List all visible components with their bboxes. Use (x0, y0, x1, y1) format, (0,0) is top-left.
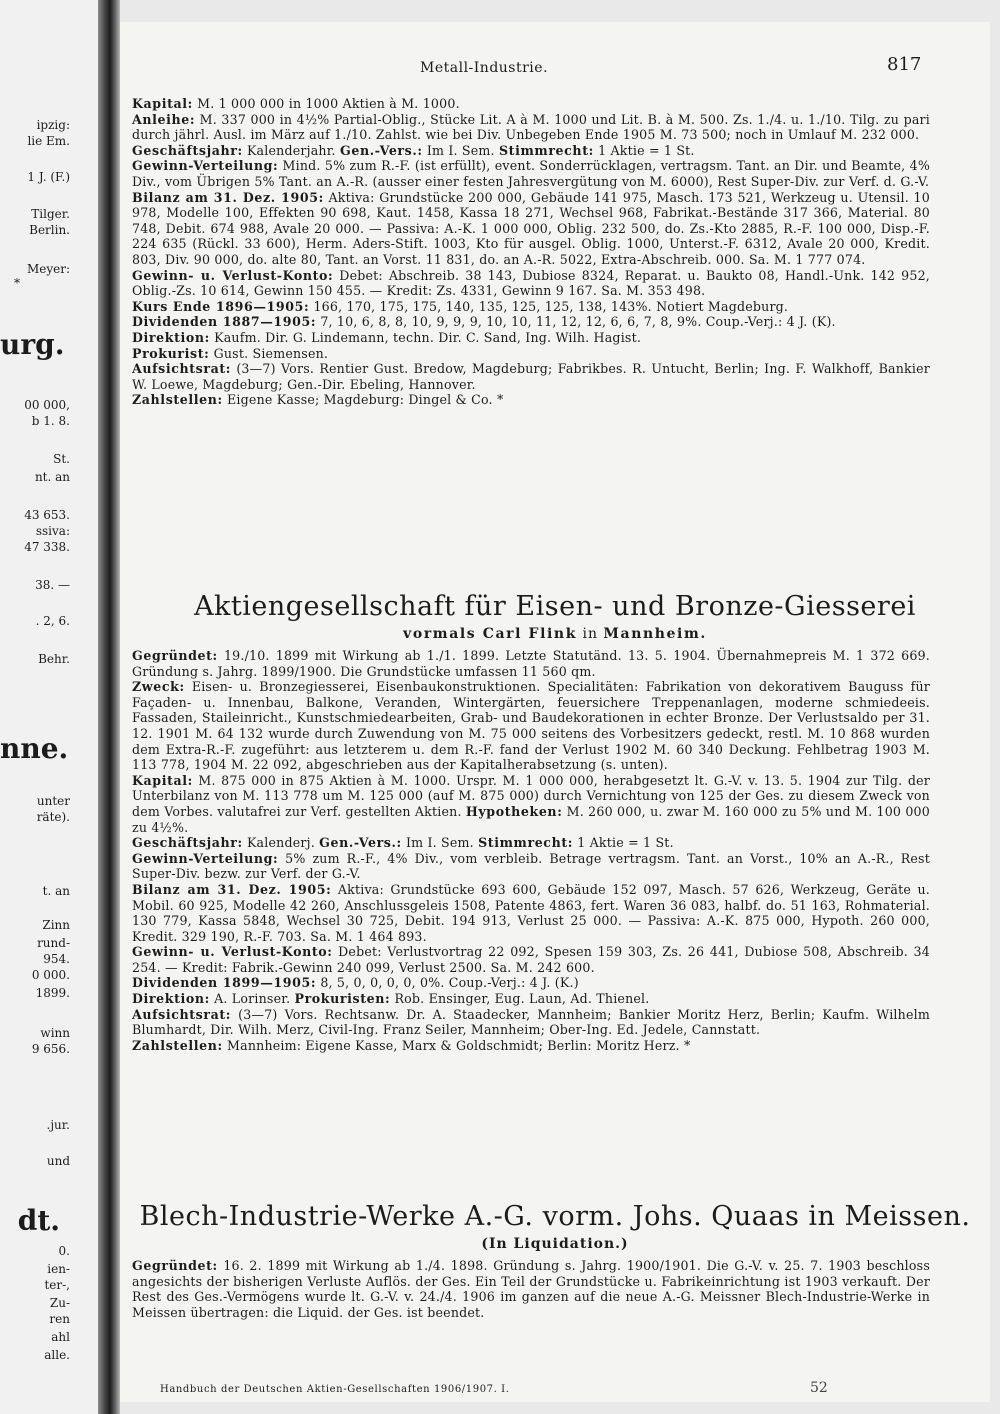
page (120, 22, 990, 1402)
margin-fragment: und (46, 1154, 70, 1168)
margin-fragment: urg. (0, 328, 65, 361)
margin-fragment: unter (36, 794, 70, 808)
entry-founded: Gegründet: 19./10. 1899 mit Wirkung ab 1./1. 1899. Letzte Statutänd. 13. 5. 1904. Übernahmepreis M. 1 372 669. Gründung s. Jahrg. 1899/1900. Die Grundstücke umfassen 11 560 qm. (132, 648, 930, 679)
book-gutter (98, 0, 120, 1414)
running-head: Metall-Industrie. (420, 60, 549, 76)
margin-fragment: ahl (51, 1330, 70, 1344)
entry-capital: Kapital: M. 875 000 in 875 Aktien à M. 1000. Urspr. M. 1 000 000, herabgesetzt lt. G.-V. v. 13. 5. 1904 zur Tilg. der Unterbilanz von M. 113 778 um M. 125 000 (auf M. 875 000) durch Vernichtung von 125 der Ges. zu diesem Zweck von dem Vorbes. valutafrei zur Verf. gestellten Aktien. Hypotheken: M. 260 000, u. zwar M. 160 000 zu 5% und M. 100 000 zu 4½%. (132, 772, 930, 835)
margin-fragment: lie Em. (27, 134, 70, 148)
entry-management: Direktion: A. Lorinser. Prokuristen: Rob. Ensinger, Eug. Laun, Ad. Thienel. (132, 991, 650, 1007)
margin-fragment: 954. (43, 952, 70, 966)
company-heading: Blech-Industrie-Werke A.-G. vorm. Johs. Quaas in Meissen. (139, 1201, 971, 1232)
entry-paying-agents: Zahlstellen: Mannheim: Eigene Kasse, Marx & Goldschmidt; Berlin: Moritz Herz. * (132, 1037, 691, 1053)
entry-dividends: Dividenden 1899—1905: 8, 5, 0, 0, 0, 0, 0%. Coup.-Verj.: 4 J. (K.) (132, 975, 579, 991)
entry-supervisory-board: Aufsichtsrat: (3—7) Vors. Rechtsanw. Dr. A. Staadecker, Mannheim; Bankier Moritz Herz, Berlin; Kaufm. Wilhelm Blumhardt, Dir. Wilh. Merz, Civil-Ing. Franz Seiler, Mannheim; Ober-Ing. Ed. Jedele, Cannstatt. (132, 1006, 930, 1038)
margin-fragment: t. an (42, 884, 70, 898)
entry-balance-sheet: Bilanz am 31. Dez. 1905: Aktiva: Grundstücke 200 000, Gebäude 141 975, Masch. 173 521, Werkzeug u. Utensil. 10 978, Modelle 100, Effekten 90 698, Kaut. 1458, Kassa 18 271, Wechsel 968, Fabrikat.-Bestände 317 366, Material. 80 748, Debit. 674 988, Avale 20 000. — Passiva: A.-K. 1 000 000, Oblig. 232 500, do. Zs.-Kto 2885, R.-F. 100 000, Disp.-F. 224 635 (Rückl. 33 600), Herm. Aders-Stift. 1003, Kto für ausgel. Oblig. 1000, Unterst.-F. 6312, Avale 20 000, Kredit. 803, Div. 90 000, do. alte 80, Tant. an Vorst. 11 831, do. an A.-R. 5022, Extra-Abschreib. 000. Sa. M. 1 777 074. (132, 189, 930, 267)
margin-fragment: .jur. (46, 1118, 70, 1132)
margin-fragment: ien- (47, 1262, 70, 1276)
margin-fragment: 47 338. (24, 540, 70, 554)
entry-profit-distribution: Gewinn-Verteilung: Mind. 5% zum R.-F. (ist erfüllt), event. Sonderrücklagen, vertragsm. Tant. an Dir. und Beamte, 4% Div., vom Übrigen 5% Tant. an A.-R. (ausser einer festen Jahresvergütung von M. 6000), Rest Super-Div. zur Verf. d. G.-V. (132, 158, 930, 189)
entry-block-top (132, 96, 930, 408)
entry-management: Direktion: Kaufm. Dir. G. Lindemann, techn. Dir. C. Sand, Ing. Wilh. Hagist. (132, 329, 642, 345)
entry-purpose: Zweck: Eisen- u. Bronzegiesserei, Eisenbaukonstruktionen. Specialitäten: Fabrikation von dekorativem Bauguss für Façaden- u. Innenbau, Balkone, Veranden, Wintergärten, feuersichere Treppenanlagen, moderne schmiedeeis. Fassaden, Staileinricht., Kunstschmiedearbeiten, Grab- und Baudekorationen in echter Bronze. Der Verlustsaldo per 31. 12. 1901 M. 64 132 wurde durch Zuwendung von M. 75 000 seitens des Vorbesitzers gedeckt, restl. M. 10 868 wurden dem Extra-R.-F. zugeführt: aus letzterem u. dem R.-F. fand der Verlust 1902 M. 60 340 Deckung. Fehlbetrag 1903 M. 113 778, 1904 M. 22 092, abgeschrieben aus der Kapitalherabsetzung (s. unten). (132, 679, 930, 773)
margin-fragment: 0 000. (31, 968, 70, 982)
margin-fragment: 0. (58, 1244, 70, 1258)
signature-mark: 52 (810, 1380, 828, 1396)
entry-dividends: Dividenden 1887—1905: 7, 10, 6, 8, 8, 10, 9, 9, 9, 10, 10, 11, 12, 12, 6, 6, 7, 8, 9%. Coup.-Verj.: 4 J. (K). (132, 314, 836, 330)
margin-fragment: 1899. (35, 986, 70, 1000)
margin-fragment: dt. (17, 1204, 60, 1237)
margin-fragment: ren (49, 1312, 70, 1326)
entry-block-middle (132, 648, 930, 1053)
margin-fragment: 43 653. (24, 508, 70, 522)
margin-fragment: 00 000, (24, 398, 70, 412)
entry-profit-loss: Gewinn- u. Verlust-Konto: Debet: Abschreib. 38 143, Dubiose 8324, Reparat. u. Baukto 08, Handl.-Unk. 142 952, Oblig.-Zs. 10 614, Gewinn 150 455. — Kredit: Zs. 4331, Gewinn 9 167. Sa. M. 353 498. (132, 267, 930, 299)
margin-fragment: 1 J. (F.) (27, 170, 70, 184)
margin-fragment: räte). (36, 810, 70, 824)
margin-fragment: b 1. 8. (31, 414, 70, 428)
margin-fragment: ipzig: (36, 118, 70, 132)
entry-profit-loss: Gewinn- u. Verlust-Konto: Debet: Verlustvortrag 22 092, Spesen 159 303, Zs. 26 441, Dubiose 508, Abschreib. 34 254. — Kredit: Fabrik.-Gewinn 240 099, Verlust 2500. Sa. M. 242 600. (132, 944, 930, 975)
margin-fragment: 38. — (35, 578, 70, 592)
margin-fragment: * (14, 276, 20, 290)
margin-fragment: winn (40, 1026, 70, 1040)
margin-fragment: Meyer: (26, 262, 70, 276)
margin-fragment: rund- (37, 936, 70, 950)
entry-capital: Kapital: M. 1 000 000 in 1000 Aktien à M. 1000. (132, 96, 460, 111)
entry-share-price: Kurs Ende 1896—1905: 166, 170, 175, 175, 140, 135, 125, 125, 138, 143%. Notiert Magdeburg. (132, 298, 789, 314)
margin-fragment: Behr. (38, 652, 70, 666)
entry-founded: Gegründet: 16. 2. 1899 mit Wirkung ab 1./4. 1898. Gründung s. Jahrg. 1900/1901. Die G.-V. v. 25. 7. 1903 beschloss angesichts der bisherigen Verluste Auflös. der Ges. Ein Teil der Grundstücke u. Fabrikeinrichtung ist 1903 verkauft. Der Rest des Ges.-Vermögens wurde lt. G.-V. v. 24./4. 1906 im ganzen auf die neue A.-G. Meissner Blech-Industrie-Werke in Meissen übertragen: die Liquid. der Ges. ist beendet. (132, 1258, 930, 1320)
margin-fragment: St. (53, 452, 70, 466)
margin-fragment: nt. an (34, 470, 70, 484)
entry-profit-distribution: Gewinn-Verteilung: 5% zum R.-F., 4% Div., vom verbleib. Betrage vertragsm. Tant. an Vorst., 10% an A.-R., Rest Super-Div. bezw. zur Verf. der G.-V. (132, 850, 930, 882)
entry-block-bottom (132, 1258, 930, 1320)
margin-fragment: Tilger. (31, 207, 70, 221)
margin-fragment: . 2, 6. (35, 614, 70, 628)
margin-fragment: Berlin. (29, 223, 70, 237)
margin-fragment: Zu- (49, 1296, 70, 1310)
margin-fragment: Zinn (42, 918, 70, 932)
company-subheading: vormals Carl Flink in Mannheim. (403, 626, 707, 642)
margin-fragment: alle. (44, 1348, 70, 1362)
margin-fragment: ssiva: (35, 524, 70, 538)
entry-authorized-officer: Prokurist: Gust. Siemensen. (132, 345, 329, 361)
footer-imprint: Handbuch der Deutschen Aktien-Gesellschaften 1906/1907. I. (160, 1384, 510, 1395)
page-number: 817 (887, 54, 922, 75)
entry-fiscal-year: Geschäftsjahr: Kalenderj. Gen.-Vers.: Im I. Sem. Stimmrecht: 1 Aktie = 1 St. (132, 835, 674, 851)
margin-fragment: nne. (0, 732, 69, 765)
company-heading: Aktiengesellschaft für Eisen- und Bronze-Giesserei (194, 591, 916, 622)
entry-supervisory-board: Aufsichtsrat: (3—7) Vors. Rentier Gust. Bredow, Magdeburg; Fabrikbes. R. Untucht, Berlin; Ing. F. Walkhoff, Bankier W. Loewe, Magdeburg; Gen.-Dir. Ebeling, Hannover. (132, 361, 930, 392)
margin-fragment: ter-, (44, 1278, 70, 1292)
entry-paying-agents: Zahlstellen: Eigene Kasse; Magdeburg: Dingel & Co. * (132, 392, 504, 408)
entry-bond: Anleihe: M. 337 000 in 4½% Partial-Oblig., Stücke Lit. A à M. 1000 und Lit. B. à M. 500. Zs. 1./4. u. 1./10. Tilg. zu pari durch jährl. Ausl. im März auf 1./10. Zahlst. wie bei Div. Unbegeben Ende 1905 M. 73 500; noch in Umlauf M. 232 000. (132, 111, 930, 143)
entry-fiscal-year: Geschäftsjahr: Kalenderjahr. Gen.-Vers.: Im I. Sem. Stimmrecht: 1 Aktie = 1 St. (132, 142, 695, 158)
entry-balance-sheet: Bilanz am 31. Dez. 1905: Aktiva: Grundstücke 693 600, Gebäude 152 097, Masch. 57 626, Werkzeug, Geräte u. Mobil. 60 925, Modelle 42 260, Anschlussgeleis 1508, Patente 4863, fert. Waren 36 083, halbf. do. 51 163, Rohmaterial. 130 779, Kassa 5848, Wechsel 30 725, Debit. 194 913, Verlust 25 000. — Passiva: A.-K. 875 000, Hypoth. 260 000, Kredit. 329 190, R.-F. 703. Sa. M. 1 464 893. (132, 881, 930, 944)
margin-fragment: 9 656. (31, 1042, 70, 1056)
previous-page-margin (0, 0, 109, 1414)
company-subheading: (In Liquidation.) (481, 1236, 629, 1252)
